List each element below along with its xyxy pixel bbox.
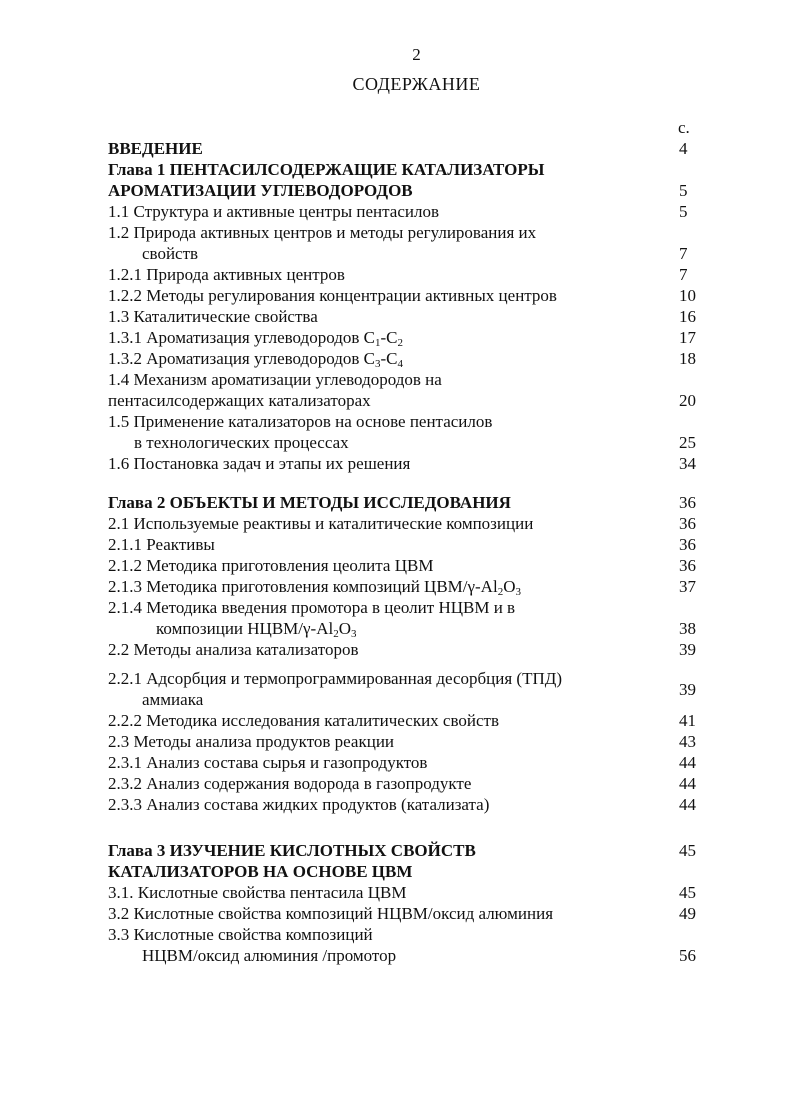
- toc-entry: [108, 710, 698, 731]
- toc-entry-title: 2.1.3 Методика приготовления композиций ЦВМ/$\gamma-Al_2O_3$: [108, 577, 521, 598]
- toc-entry-title: 2.3 Методы анализа продуктов реакции: [108, 732, 395, 751]
- toc-entry-title: аммиака: [142, 690, 204, 709]
- toc-entry: [108, 513, 698, 534]
- toc-entry: [108, 576, 698, 597]
- toc-entry: [108, 534, 698, 555]
- toc-entry-page: 7: [679, 244, 688, 263]
- toc-entry-title: КАТАЛИЗАТОРОВ НА ОСНОВЕ ЦВМ: [108, 862, 413, 881]
- toc-entry-title: Глава 2 ОБЪЕКТЫ И МЕТОДЫ ИССЛЕДОВАНИЯ: [108, 493, 511, 512]
- toc-entry-page: 16: [679, 307, 696, 326]
- toc-entry-page: 20: [679, 391, 696, 410]
- toc-entry-title: в технологических процессах: [134, 433, 349, 452]
- toc-entry-title: 3.2 Кислотные свойства композиций НЦВМ/оксид алюминия: [108, 904, 554, 923]
- toc-section-1: [108, 138, 698, 474]
- toc-entry: [108, 201, 698, 222]
- toc-entry-title: 2.1.1 Реактивы: [108, 535, 215, 554]
- spacer: [108, 660, 698, 668]
- toc-entry-title: 1.3.2 Ароматизация углеводородов $C_3-C_4$: [108, 349, 403, 370]
- toc-entry-page: 5: [679, 181, 688, 200]
- toc-entry: [108, 555, 698, 576]
- toc-entry-page: 17: [679, 328, 696, 347]
- toc-entry: [108, 411, 698, 432]
- toc-entry: [108, 306, 698, 327]
- toc-entry-title: 3.1. Кислотные свойства пентасила ЦВМ: [108, 883, 407, 902]
- toc-entry-page: 49: [679, 904, 696, 923]
- toc-entry: [108, 285, 698, 306]
- page-number: 2: [412, 45, 421, 64]
- toc-entry: [108, 861, 698, 882]
- toc-entry: [108, 840, 698, 861]
- toc-entry: [108, 773, 698, 794]
- toc-entry: [108, 882, 698, 903]
- page-title: СОДЕРЖАНИЕ: [352, 74, 481, 94]
- toc-section-3: [108, 840, 698, 966]
- toc-entry-page: 36: [679, 556, 696, 575]
- toc-entry-page: 41: [679, 711, 696, 730]
- toc-entry-title: 1.5 Применение катализаторов на основе пентасилов: [108, 412, 493, 431]
- toc-entry-title: 2.2.1 Адсорбция и термопрограммированная десорбция (ТПД): [108, 669, 563, 688]
- toc-entry: [108, 243, 698, 264]
- page-column-label: с.: [678, 118, 690, 137]
- toc-entry: [108, 390, 698, 411]
- toc-entry-title: 1.6 Постановка задач и этапы их решения: [108, 454, 411, 473]
- toc-entry: [108, 668, 698, 699]
- toc-entry: [108, 597, 698, 618]
- toc-entry-title: 1.2 Природа активных центров и методы регулирования их: [108, 223, 537, 242]
- toc-entry-title: композиции НЦВМ/$\gamma-Al_2O_3$: [156, 619, 357, 640]
- toc-entry-page: 44: [679, 795, 696, 814]
- toc-entry-page: 38: [679, 619, 696, 638]
- toc-entry-title: 2.3.2 Анализ содержания водорода в газопродукте: [108, 774, 472, 793]
- toc-entry-title: 2.1.4 Методика введения промотора в цеолит НЦВМ и в: [108, 598, 516, 617]
- toc-entry-title: 1.3 Каталитические свойства: [108, 307, 318, 326]
- toc-entry-page: 45: [679, 841, 696, 860]
- toc-entry-title: 2.2 Методы анализа катализаторов: [108, 640, 359, 659]
- toc-entry-title: 1.2.1 Природа активных центров: [108, 265, 345, 284]
- toc-entry: [108, 327, 698, 348]
- toc-entry-title: 2.3.3 Анализ состава жидких продуктов (катализата): [108, 795, 490, 814]
- toc-entry-page: 37: [679, 577, 696, 596]
- toc-entry-title: пентасилсодержащих катализаторах: [108, 391, 371, 410]
- toc-entry-page: 36: [679, 493, 696, 512]
- toc-entry: [108, 639, 698, 660]
- toc-entry-page: 44: [679, 753, 696, 772]
- toc-entry-title: НЦВМ/оксид алюминия /промотор: [142, 946, 397, 965]
- toc-entry-title: 2.2.2 Методика исследования каталитических свойств: [108, 711, 499, 730]
- toc-entry-page: 5: [679, 202, 688, 221]
- toc-entry-page: 45: [679, 883, 696, 902]
- toc-entry-title: 1.3.1 Ароматизация углеводородов $C_1-C_2$: [108, 328, 403, 349]
- toc-entry-title: 1.4 Механизм ароматизации углеводородов на: [108, 370, 442, 389]
- toc-entry-page: 34: [679, 454, 696, 473]
- toc-entry: [108, 159, 698, 180]
- toc-entry-page: 10: [679, 286, 696, 305]
- toc-entry-page: 39: [679, 640, 696, 659]
- toc-entry: [108, 453, 698, 474]
- toc-entry-page: 18: [679, 349, 696, 368]
- toc-entry-page: 7: [679, 265, 688, 284]
- toc-entry-title: Глава 1 ПЕНТАСИЛСОДЕРЖАЩИЕ КАТАЛИЗАТОРЫ: [108, 160, 545, 179]
- toc-section-2: [108, 492, 698, 815]
- toc-entry: [108, 752, 698, 773]
- toc-entry-page: 56: [679, 946, 696, 965]
- toc-entry-page: 43: [679, 732, 696, 751]
- toc-entry-page: 44: [679, 774, 696, 793]
- toc-entry-page: 36: [679, 535, 696, 554]
- toc-entry: [108, 264, 698, 285]
- toc-entry-title: Глава 3 ИЗУЧЕНИЕ КИСЛОТНЫХ СВОЙСТВ: [108, 841, 476, 860]
- toc-entry: [108, 794, 698, 815]
- toc-entry: [108, 138, 698, 159]
- toc-entry-title: 2.3.1 Анализ состава сырья и газопродуктов: [108, 753, 428, 772]
- toc-entry-title: 2.1.2 Методика приготовления цеолита ЦВМ: [108, 556, 434, 575]
- toc-entry: [108, 945, 698, 966]
- toc-entry-title: 3.3 Кислотные свойства композиций: [108, 925, 373, 944]
- toc-entry: [108, 689, 698, 710]
- toc-entry-page: 36: [679, 514, 696, 533]
- toc-entry: [108, 222, 698, 243]
- toc-entry-title: свойств: [142, 244, 199, 263]
- toc-entry-title: 2.1 Используемые реактивы и каталитические композиции: [108, 514, 534, 533]
- toc-entry-title: 1.1 Структура и активные центры пентасилов: [108, 202, 439, 221]
- toc-entry: [108, 432, 698, 453]
- toc-entry: [108, 492, 698, 513]
- toc-entry: [108, 924, 698, 945]
- toc-entry: [108, 180, 698, 201]
- toc-entry-title: 1.2.2 Методы регулирования концентрации активных центров: [108, 286, 557, 305]
- toc-entry: [108, 731, 698, 752]
- toc-entry: [108, 369, 698, 390]
- toc-entry-page: 39: [679, 680, 696, 699]
- toc-entry: [108, 903, 698, 924]
- toc-entry-title: ВВЕДЕНИЕ: [108, 139, 203, 158]
- toc-entry: [108, 618, 698, 639]
- toc-entry-page: 4: [679, 139, 688, 158]
- toc-entry-page: 25: [679, 433, 696, 452]
- toc-entry-title: АРОМАТИЗАЦИИ УГЛЕВОДОРОДОВ: [108, 181, 413, 200]
- toc-entry: [108, 348, 698, 369]
